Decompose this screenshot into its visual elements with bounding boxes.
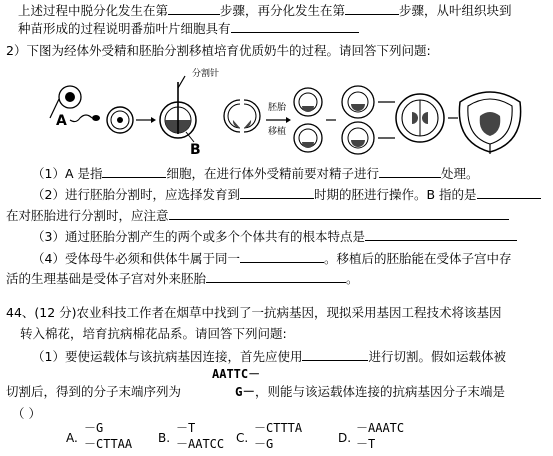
- egg-cell-a-icon: [50, 86, 81, 129]
- text: 细胞，在进行体外受精前要对精子进行: [166, 166, 379, 181]
- text: 步骤，从叶组织块到: [399, 3, 512, 18]
- option-label: A.: [66, 431, 78, 445]
- question-line: 转入棉花，培育抗病棉花品系。请回答下列问题:: [20, 326, 287, 341]
- sperm-icon: [70, 115, 100, 122]
- split-halves-icon: [224, 100, 260, 132]
- text: 切割后，得到的分子末端序列为: [6, 384, 182, 399]
- answer-blank[interactable]: [477, 186, 541, 199]
- answer-blank[interactable]: [240, 186, 314, 199]
- answer-blank[interactable]: [206, 270, 346, 283]
- answer-blank[interactable]: [345, 2, 399, 15]
- text: 进行切割。假如运载体被: [368, 349, 506, 364]
- answer-blank[interactable]: [240, 250, 324, 263]
- text: 。: [346, 271, 359, 286]
- option-bottom: －T: [356, 437, 376, 451]
- answer-blank[interactable]: [102, 165, 166, 178]
- text: 活的生理基础是受体子宫对外来胚胎: [6, 271, 207, 286]
- option-label: D.: [338, 431, 352, 445]
- fetus-icon: [459, 92, 520, 154]
- question-44-intro: 44、(12 分)农业科技工作者在烟草中找到了一抗病基因，现拟采用基因工程技术将该基因: [6, 305, 502, 320]
- needle-label: 分割针: [192, 69, 220, 79]
- option-bottom: －G: [254, 437, 274, 451]
- option-bottom: －CTTAA: [84, 437, 133, 451]
- answer-blank[interactable]: [168, 2, 220, 15]
- question-line: [18, 2, 512, 19]
- question-line: [32, 165, 479, 182]
- label-a: A: [56, 113, 67, 129]
- question-line: [32, 250, 511, 267]
- text: 步骤，再分化发生在第: [220, 3, 346, 18]
- option-top: －CTTTA: [254, 421, 303, 435]
- sequence-top: AATTC－: [212, 367, 261, 381]
- option-bottom: －AATCC: [176, 437, 225, 451]
- option-top: －G: [84, 421, 104, 435]
- question-line: [6, 270, 359, 287]
- option-label: B.: [158, 431, 171, 445]
- transfer-label: 移植: [268, 127, 287, 137]
- question-line: [18, 20, 359, 37]
- text: （1）A 是指: [32, 166, 103, 181]
- uterus-icon: [396, 94, 444, 142]
- answer-blank[interactable]: [231, 20, 359, 33]
- question-line: [32, 348, 506, 365]
- text: 时期的胚进行操作。B 指的是: [313, 187, 477, 202]
- text: （3）通过胚胎分割产生的两个或多个个体共有的根本特点是: [32, 229, 365, 244]
- answer-blank[interactable]: [379, 165, 441, 178]
- text: 在对胚胎进行分割时，应注意: [6, 208, 169, 223]
- option-top: －AAATC: [356, 421, 405, 435]
- text: ，则能与该运载体连接的抗病基因分子末端是: [255, 384, 506, 399]
- text: 处理。: [441, 166, 479, 181]
- question-line: [6, 207, 509, 224]
- text: （2）进行胚胎分割时，应选择发育到: [32, 187, 240, 202]
- question-line: [6, 384, 505, 400]
- option-label: C.: [236, 431, 249, 445]
- embryo-stage-2-icon: [342, 86, 374, 154]
- text: （1）要使运载体与该抗病基因连接，首先应使用: [32, 349, 303, 364]
- text: 种苗形成的过程说明番茄叶片细胞具有: [18, 21, 231, 36]
- question-2-intro: 2）下图为经体外受精和胚胎分割移植培育优质奶牛的过程。请回答下列问题:: [6, 43, 431, 58]
- text: 。移植后的胚胎能在受体子宫中存: [323, 251, 512, 266]
- sequence-bottom: G－: [235, 384, 256, 399]
- question-line: [32, 186, 541, 203]
- question-line: [32, 228, 517, 245]
- text: 上述过程中脱分化发生在第: [18, 3, 169, 18]
- split-embryo-icon: [160, 67, 219, 158]
- answer-blank[interactable]: [302, 348, 368, 361]
- label-b: B: [190, 142, 201, 158]
- embryo-stage-1-icon: [294, 88, 322, 152]
- embryo-label: 胚胎: [268, 103, 287, 113]
- answer-blank[interactable]: [169, 207, 509, 220]
- option-top: －T: [176, 421, 196, 435]
- answer-paren: （ ）: [12, 406, 41, 421]
- embryo-transfer-figure: [40, 62, 550, 162]
- answer-blank[interactable]: [365, 228, 517, 241]
- text: （4）受体母牛必须和供体牛属于同一: [32, 251, 240, 266]
- zygote-icon: [107, 107, 133, 133]
